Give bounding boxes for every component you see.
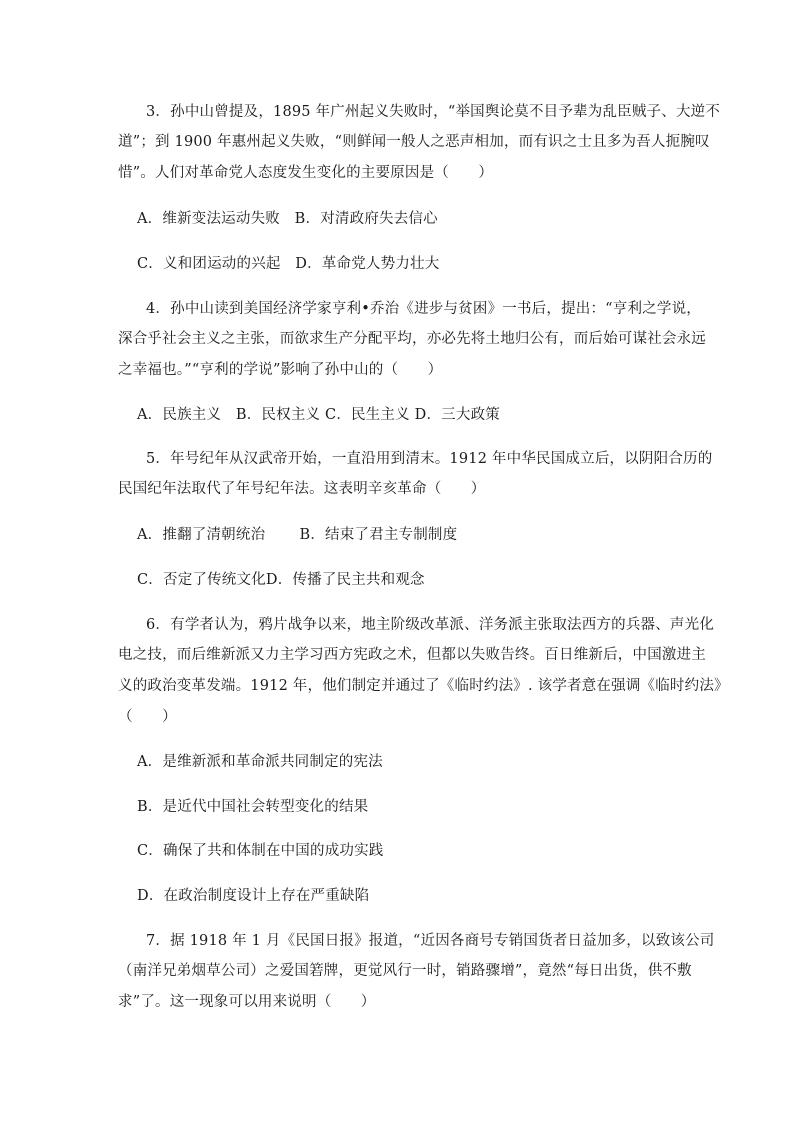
q4-line-1: 4．孙中山读到美国经济学家亨利•乔治《进步与贫困》一书后，提出：“亨利之学说， xyxy=(146,301,701,317)
q5-option-cd: C．否定了传统文化D．传播了民主共和观念 xyxy=(137,572,425,588)
q6-option-b: B．是近代中国社会转型变化的结果 xyxy=(137,799,369,815)
q4-line-2: 深合乎社会主义之主张，而欲求生产分配平均，亦必先将土地归公有，而后始可谋社会永远 xyxy=(118,331,706,347)
q5-line-2: 民国纪年法取代了年号纪年法。这表明辛亥革命（ ） xyxy=(118,481,486,497)
q6-line-1: 6．有学者认为，鸦片战争以来，地主阶级改革派、洋务派主张取法西方的兵器、声光化 xyxy=(146,617,715,633)
q5-option-ab: A．推翻了清朝统治 B．结束了君主专制制度 xyxy=(137,527,458,543)
q7-line-1: 7．据 1918 年 1 月《民国日报》报道，“近因各商号专销国货者日益加多，以致该公司 xyxy=(146,933,715,949)
q6-line-2: 电之技，而后维新派又力主学习西方宪政之术，但都以失败告终。百日维新后，中国激进主 xyxy=(118,647,706,663)
q4-line-3: 之幸福也。”“亨利的学说”影响了孙中山的（ ） xyxy=(118,362,443,378)
q6-option-c: C．确保了共和体制在中国的成功实践 xyxy=(137,843,384,859)
q3-option-ab: A．维新变法运动失败 B．对清政府失去信心 xyxy=(137,211,438,227)
q6-option-a: A．是维新派和革命派共同制定的宪法 xyxy=(137,754,383,770)
q6-line-4: （ ） xyxy=(118,709,177,725)
q3-option-cd: C．义和团运动的兴起 D．革命党人势力壮大 xyxy=(137,256,440,272)
q7-line-3: 求”了。这一现象可以用来说明（ ） xyxy=(118,994,376,1010)
q3-line-1: 3．孙中山曾提及，1895 年广州起义失败时，“举国舆论莫不目予辈为乱臣贼子、大逆不 xyxy=(146,104,721,120)
q4-option-abcd: A．民族主义 B．民权主义 C．民生主义 D．三大政策 xyxy=(137,407,500,423)
q5-line-1: 5．年号纪年从汉武帝开始，一直沿用到清末。1912 年中华民国成立后，以阴阳合历的 xyxy=(146,451,713,467)
q6-option-d: D．在政治制度设计上存在严重缺陷 xyxy=(137,888,370,904)
q7-line-2: （南洋兄弟烟草公司）之爱国箬牌，更觉风行一时，销路骤增”，竟然“每日出货，供不敷 xyxy=(118,963,692,979)
q6-line-3: 义的政治变革发端。1912 年，他们制定并通过了《临时约法》. 该学者意在强调《临时约法》 xyxy=(118,678,729,694)
q3-line-2: 道”；到 1900 年惠州起义失败，“则鲜闻一般人之恶声相加，而有识之士且多为吾人扼腕叹 xyxy=(118,134,710,150)
q3-line-3: 惜”。人们对革命党人态度发生变化的主要原因是（ ） xyxy=(118,165,494,181)
